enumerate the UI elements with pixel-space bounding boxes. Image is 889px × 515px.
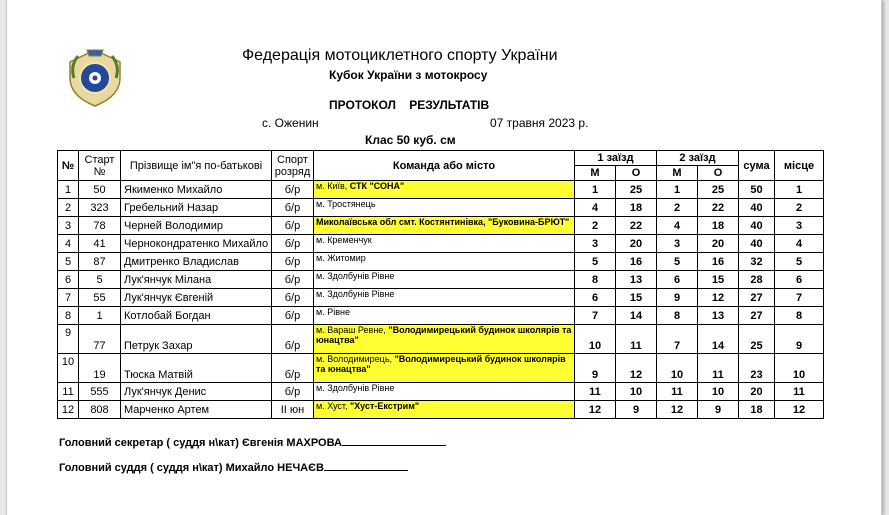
cell-o1: 14 [616,307,657,325]
cup-title: Кубок України з мотокросу [329,68,488,82]
cell-num: 1 [58,181,79,199]
cell-m1: 3 [575,235,616,253]
col-sum-header: сума [739,151,775,181]
cell-m2: 5 [657,253,698,271]
class-title: Клас 50 куб. см [365,133,456,147]
cell-team [314,325,575,354]
cell-m2: 8 [657,307,698,325]
cell-rank: ІІ юн [272,401,314,419]
cell-name: Тюска Матвій [121,354,272,383]
col-m2-header: М [657,166,698,181]
cell-o1: 20 [616,235,657,253]
cell-m2: 10 [657,354,698,383]
col-rank-header: Спорт розряд [272,151,314,181]
cell-rank: б/р [272,289,314,307]
cell-num: 4 [58,235,79,253]
team-name: СТК "СОНА" [349,181,405,191]
cell-m1: 2 [575,217,616,235]
cell-m1: 6 [575,289,616,307]
table-row [58,235,824,253]
team-prefix: м. Київ, [316,181,350,191]
cell-name: Гребельний Назар [121,199,272,217]
cell-name: Черней Володимир [121,217,272,235]
team-name: "Володимирецький будинок школярів та юнацтва" [316,325,572,345]
cell-sum: 40 [739,217,775,235]
col-race2-header: 2 заїзд [657,151,739,166]
cell-name: Марченко Артем [121,401,272,419]
cell-team [314,235,575,253]
cell-sum: 20 [739,383,775,401]
cell-rank: б/р [272,325,314,354]
cell-num: 12 [58,401,79,419]
cell-num: 9 [58,325,79,354]
judge-signature [59,460,408,474]
cell-sum: 28 [739,271,775,289]
col-o1-header: О [616,166,657,181]
cell-o2: 14 [698,325,739,354]
cell-start: 78 [79,217,121,235]
cell-start: 41 [79,235,121,253]
cell-place: 12 [775,401,824,419]
cell-m1: 5 [575,253,616,271]
secretary-label: Головний секретар ( суддя н\кат) Євгенія МАХРОВА [59,437,342,449]
cell-place: 10 [775,354,824,383]
cell-o2: 25 [698,181,739,199]
cell-o2: 20 [698,235,739,253]
cell-rank: б/р [272,271,314,289]
cell-team [314,271,575,289]
federation-title: Федерація мотоциклетного спорту України [242,47,558,64]
cell-m1: 1 [575,181,616,199]
table-row [58,271,824,289]
cell-o2: 9 [698,401,739,419]
cell-m1: 4 [575,199,616,217]
cell-m1: 8 [575,271,616,289]
cell-start: 1 [79,307,121,325]
cell-rank: б/р [272,307,314,325]
table-row [58,383,824,401]
cell-o1: 13 [616,271,657,289]
team-name: Миколаївська обл смт. Костянтинівка, "Буковина-БРЮТ" [316,217,570,227]
cell-sum: 23 [739,354,775,383]
col-num-header: № [58,151,79,181]
cell-o2: 16 [698,253,739,271]
cell-o2: 11 [698,354,739,383]
team-prefix: м. Вараш Ревне, [316,325,389,335]
team-prefix: м. Володимирець, [316,354,395,364]
cell-rank: б/р [272,383,314,401]
col-o2-header: О [698,166,739,181]
cell-sum: 50 [739,181,775,199]
cell-team [314,199,575,217]
cell-team [314,289,575,307]
team-name: м. Здолбунів Рівне [316,271,395,281]
cell-num: 6 [58,271,79,289]
cell-o1: 16 [616,253,657,271]
team-name: м. Тростянець [316,199,376,209]
cell-name: Чернокондратенко Михайло [121,235,272,253]
cell-rank: б/р [272,217,314,235]
cell-sum: 40 [739,199,775,217]
cell-place: 5 [775,253,824,271]
cell-m2: 12 [657,401,698,419]
cell-place: 3 [775,217,824,235]
cell-m2: 7 [657,325,698,354]
cell-o1: 10 [616,383,657,401]
table-row [58,217,824,235]
cell-sum: 25 [739,325,775,354]
cell-num: 3 [58,217,79,235]
team-prefix: м. Хуст, [316,401,351,411]
cell-place: 1 [775,181,824,199]
cell-num: 5 [58,253,79,271]
col-start-header: Старт № [79,151,121,181]
cell-start: 323 [79,199,121,217]
table-row [58,401,824,419]
cell-o1: 22 [616,217,657,235]
judge-label: Головний суддя ( суддя н\кат) Михайло НЕЧАЄВ [59,462,324,474]
cell-team [314,253,575,271]
table-row [58,199,824,217]
cell-team [314,181,575,199]
protocol-title: ПРОТОКОЛ РЕЗУЛЬТАТІВ [329,98,490,112]
cell-place: 9 [775,325,824,354]
cell-m2: 1 [657,181,698,199]
cell-name: Лук'янчук Мілана [121,271,272,289]
secretary-signature [59,435,446,449]
cell-m2: 11 [657,383,698,401]
cell-place: 8 [775,307,824,325]
table-row [58,289,824,307]
cell-start: 77 [79,325,121,354]
cell-rank: б/р [272,253,314,271]
cell-place: 11 [775,383,824,401]
cell-m1: 11 [575,383,616,401]
cell-name: Лук'янчук Євгеній [121,289,272,307]
team-name: м. Здолбунів Рівне [316,289,395,299]
secretary-signature-line [342,435,446,446]
event-place: с. Оженин [262,116,319,130]
federation-logo [62,44,128,110]
cell-o2: 15 [698,271,739,289]
cell-o2: 13 [698,307,739,325]
cell-start: 808 [79,401,121,419]
col-m1-header: М [575,166,616,181]
cell-o2: 18 [698,217,739,235]
table-row [58,307,824,325]
cell-place: 6 [775,271,824,289]
cell-start: 5 [79,271,121,289]
cell-o1: 15 [616,289,657,307]
cell-o2: 22 [698,199,739,217]
table-row [58,181,824,199]
cell-m2: 2 [657,199,698,217]
cell-num: 2 [58,199,79,217]
cell-m1: 9 [575,354,616,383]
cell-start: 87 [79,253,121,271]
cell-name: Дмитренко Владислав [121,253,272,271]
cell-name: Котлобай Богдан [121,307,272,325]
team-name: м. Кременчук [316,235,372,245]
cell-name: Лук'янчук Денис [121,383,272,401]
table-row [58,325,824,354]
cell-place: 7 [775,289,824,307]
cell-m1: 10 [575,325,616,354]
team-name: м. Рівне [316,307,350,317]
col-name-header: Прізвище ім"я по-батькові [121,151,272,181]
cell-sum: 27 [739,307,775,325]
results-body [58,181,824,419]
cell-start: 55 [79,289,121,307]
cell-team [314,217,575,235]
cell-sum: 32 [739,253,775,271]
cell-num: 11 [58,383,79,401]
cell-o1: 12 [616,354,657,383]
cell-m2: 9 [657,289,698,307]
cell-place: 2 [775,199,824,217]
cell-rank: б/р [272,181,314,199]
team-name: м. Житомир [316,253,366,263]
cell-m1: 12 [575,401,616,419]
cell-sum: 18 [739,401,775,419]
cell-m2: 4 [657,217,698,235]
cell-sum: 40 [739,235,775,253]
results-table [57,150,824,419]
col-team-header: Команда або місто [314,151,575,181]
cell-rank: б/р [272,199,314,217]
col-place-header: місце [775,151,824,181]
cell-team [314,354,575,383]
cell-rank: б/р [272,354,314,383]
cell-o2: 10 [698,383,739,401]
cell-m2: 6 [657,271,698,289]
cell-o1: 9 [616,401,657,419]
cell-name: Петрук Захар [121,325,272,354]
cell-team [314,307,575,325]
cell-num: 7 [58,289,79,307]
cell-num: 10 [58,354,79,383]
team-name: "Володимирецький будинок школярів та юнацтва" [316,354,566,374]
cell-o1: 11 [616,325,657,354]
cell-start: 50 [79,181,121,199]
cell-start: 19 [79,354,121,383]
cell-start: 555 [79,383,121,401]
event-date: 07 травня 2023 р. [490,116,589,130]
cell-rank: б/р [272,235,314,253]
cell-team [314,383,575,401]
cell-name: Якименко Михайло [121,181,272,199]
table-row [58,354,824,383]
cell-o1: 18 [616,199,657,217]
cell-team [314,401,575,419]
cell-num: 8 [58,307,79,325]
judge-signature-line [324,460,408,471]
cell-m2: 3 [657,235,698,253]
cell-o2: 12 [698,289,739,307]
document-page [6,0,882,515]
cell-m1: 7 [575,307,616,325]
cell-place: 4 [775,235,824,253]
cell-sum: 27 [739,289,775,307]
team-name: м. Здолбунів Рівне [316,383,395,393]
cell-o1: 25 [616,181,657,199]
team-name: "Хуст-Екстрим" [350,401,420,411]
col-race1-header: 1 заїзд [575,151,657,166]
table-row [58,253,824,271]
